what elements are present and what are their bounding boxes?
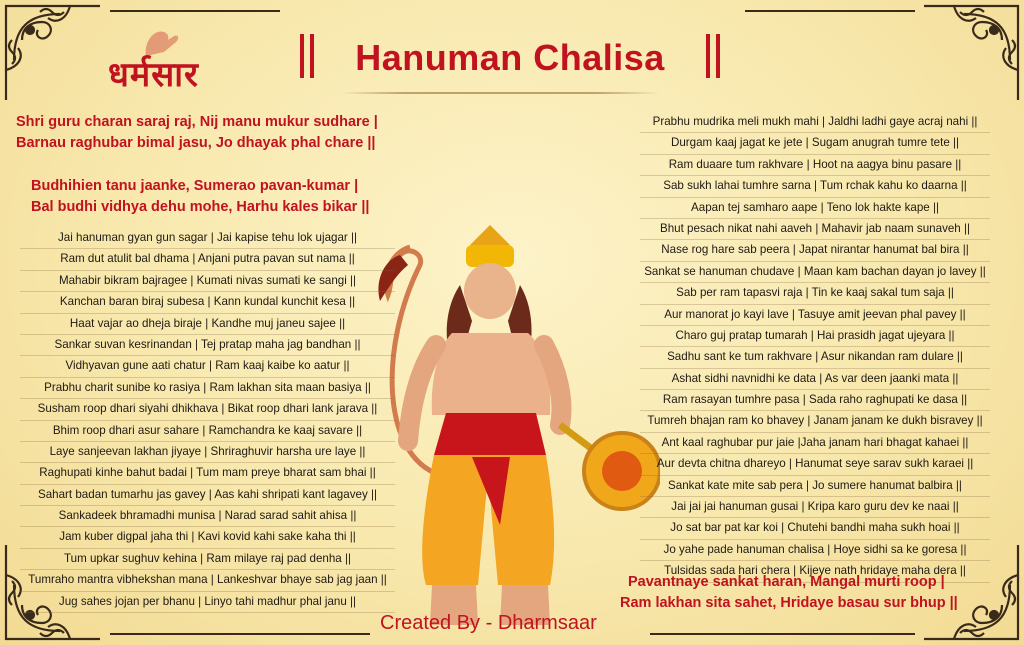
- verse-line: Ram duaare tum rakhvare | Hoot na aagya binu pasare ||: [640, 155, 990, 176]
- verse-line: Jo sat bar pat kar koi | Chutehi bandhi maha sukh hoai ||: [640, 518, 990, 539]
- verse-line: Sankar suvan kesrinandan | Tej pratap maha jag bandhan ||: [20, 335, 395, 356]
- page-title: Hanuman Chalisa: [355, 37, 665, 78]
- border-line: [650, 633, 915, 635]
- verse-line: Tum upkar sughuv kehina | Ram milaye raj pad denha ||: [20, 549, 395, 570]
- verse-line: Mahabir bikram bajragee | Kumati nivas sumati ke sangi ||: [20, 271, 395, 292]
- verse-line: Sankat se hanuman chudave | Maan kam bachan dayan jo lavey ||: [640, 262, 990, 283]
- verse-line: Vidhyavan gune aati chatur | Ram kaaj kaibe ko aatur ||: [20, 356, 395, 377]
- verse-line: Aur manorat jo kayi lave | Tasuye amit jeevan phal pavey ||: [640, 305, 990, 326]
- verse-line: Durgam kaaj jagat ke jete | Sugam anugrah tumre tete ||: [640, 133, 990, 154]
- verse-line: Bhim roop dhari asur sahare | Ramchandra ke kaaj savare ||: [20, 421, 395, 442]
- title-bar-left: [300, 34, 304, 78]
- brand-logo: [108, 50, 199, 96]
- verse-line: Jug sahes jojan per bhanu | Linyo tahi madhur phal janu ||: [20, 592, 395, 613]
- verse-list-left: [20, 228, 395, 613]
- verse-line: Sankadeek bhramadhi munisa | Narad sarad sahit ahisa ||: [20, 506, 395, 527]
- doha-line: Budhihien tanu jaanke, Sumerao pavan-kumar |: [31, 178, 359, 194]
- verse-line: Sahart badan tumarhu jas gavey | Aas kahi shripati kant lagavey ||: [20, 485, 395, 506]
- mace-center: [602, 451, 642, 491]
- border-line: [110, 10, 280, 12]
- verse-line: Ram dut atulit bal dhama | Anjani putra pavan sut nama ||: [20, 249, 395, 270]
- verse-line: Prabhu charit sunibe ko rasiya | Ram lakhan sita maan basiya ||: [20, 378, 395, 399]
- left-arm: [408, 345, 436, 441]
- title-bar-right: [716, 34, 720, 78]
- verse-line: Sankat kate mite sab pera | Jo sumere hanumat balbira ||: [640, 476, 990, 497]
- verse-line: Sab per ram tapasvi raja | Tin ke kaaj sakal tum saja ||: [640, 283, 990, 304]
- doha-opening: [16, 112, 378, 154]
- hanuman-illustration: [360, 225, 660, 645]
- title-block: [300, 28, 720, 88]
- crown-icon: [470, 225, 510, 245]
- sash: [434, 413, 546, 455]
- corner-ornament-icon: [0, 0, 110, 110]
- verse-line: Jai jai jai hanuman gusai | Kripa karo guru dev ke naai ||: [640, 497, 990, 518]
- doha-line: Pavantnaye sankat haran, Mangal murti roop |: [628, 574, 945, 590]
- verse-line: Charo guj pratap tumarah | Hai prasidh jagat ujeyara ||: [640, 326, 990, 347]
- doha-line: Shri guru charan saraj raj, Nij manu mukur sudhare |: [16, 114, 378, 130]
- logo-text: धर्मसार: [108, 55, 199, 95]
- verse-line: Susham roop dhari siyahi dhikhava | Bikat roop dhari lank jarava ||: [20, 399, 395, 420]
- verse-line: Sab sukh lahai tumhre sarna | Tum rchak kahu ko daarna ||: [640, 176, 990, 197]
- border-line: [110, 633, 370, 635]
- title-divider: [340, 92, 660, 94]
- verse-line: Tulsidas sada hari chera | Kijeye nath hridaye maha dera ||: [640, 561, 990, 582]
- verse-line: Ashat sidhi navnidhi ke data | As var deen jaanki mata ||: [640, 369, 990, 390]
- verse-line: Kanchan baran biraj subesa | Kann kundal kunchit kesa ||: [20, 292, 395, 313]
- verse-line: Raghupati kinhe bahut badai | Tum mam preye bharat sam bhai ||: [20, 463, 395, 484]
- torso: [432, 333, 551, 415]
- doha-closing: [620, 572, 958, 614]
- doha-line: Barnau raghubar bimal jasu, Jo dhayak phal chare ||: [16, 135, 376, 151]
- blessing-hand-icon: [138, 28, 184, 58]
- verse-line: Jam kuber digpal jaha thi | Kavi kovid kahi sake kaha thi ||: [20, 527, 395, 548]
- face: [464, 263, 516, 319]
- border-line: [745, 10, 915, 12]
- verse-line: Prabhu mudrika meli mukh mahi | Jaldhi ladhi gaye acraj nahi ||: [640, 112, 990, 133]
- verse-line: Sadhu sant ke tum rakhvare | Asur nikandan ram dulare ||: [640, 347, 990, 368]
- verse-list-right: [640, 112, 990, 583]
- verse-line: Laye sanjeevan lakhan jiyaye | Shriraghuvir harsha ure laye ||: [20, 442, 395, 463]
- verse-line: Bhut pesach nikat nahi aaveh | Mahavir jab naam sunaveh ||: [640, 219, 990, 240]
- verse-line: Ant kaal raghubar pur jaie |Jaha janam hari bhagat kahaei ||: [640, 433, 990, 454]
- verse-line: Tumraho mantra vibhekshan mana | Lankeshvar bhaye sab jag jaan ||: [20, 570, 395, 591]
- verse-line: Jo yahe pade hanuman chalisa | Hoye sidhi sa ke goresa ||: [640, 540, 990, 561]
- verse-line: Ram rasayan tumhre pasa | Sada raho raghupati ke dasa ||: [640, 390, 990, 411]
- verse-line: Aapan tej samharo aape | Teno lok hakte kape ||: [640, 198, 990, 219]
- corner-ornament-icon: [914, 0, 1024, 110]
- verse-line: Jai hanuman gyan gun sagar | Jai kapise tehu lok ujagar ||: [20, 228, 395, 249]
- verse-line: Nase rog hare sab peera | Japat nirantar hanumat bal bira ||: [640, 240, 990, 261]
- doha-opening-2: [31, 176, 369, 218]
- credit-text: Created By - Dharmsaar: [380, 612, 597, 634]
- verse-line: Tumreh bhajan ram ko bhavey | Janam janam ke dukh bisravey ||: [640, 411, 990, 432]
- title-bar-right: [706, 34, 710, 78]
- verse-line: Haat vajar ao dheja biraje | Kandhe muj janeu sajee ||: [20, 314, 395, 335]
- doha-line: Ram lakhan sita sahet, Hridaye basau sur bhup ||: [620, 595, 958, 611]
- verse-line: Aur devta chitna dhareyo | Hanumat seye sarav sukh karaei ||: [640, 454, 990, 475]
- title-bar-left: [310, 34, 314, 78]
- doha-line: Bal budhi vidhya dehu mohe, Harhu kales bikar ||: [31, 199, 370, 215]
